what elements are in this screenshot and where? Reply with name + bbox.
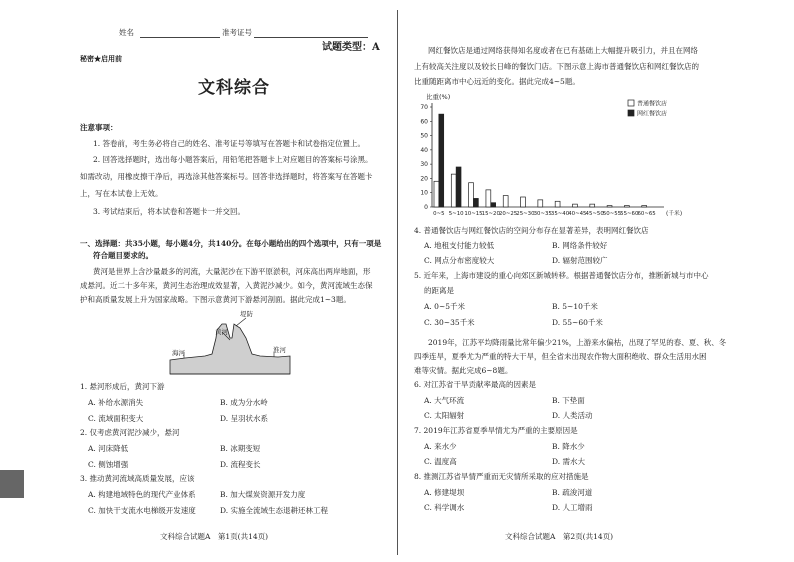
suspended-river-profile-figure	[160, 308, 300, 378]
passage1-line2: 成悬河。近二十多年来，黄河生态治理成效显著，入黄泥沙减少。如今，黄河流域生态保	[80, 281, 373, 290]
notice-item-3: 3. 考试结束后，将本试卷和答题卡一并交回。	[93, 207, 246, 216]
bar-ordinary	[434, 181, 439, 207]
q1-option-c[interactable]: C. 流域面积变大	[88, 414, 144, 423]
q4-stem: 4. 普通餐饮店与网红餐饮店的空间分布存在显著差异，表明网红餐饮店	[414, 226, 649, 235]
binding-margin-tab	[0, 470, 24, 498]
bar-ordinary	[503, 196, 508, 207]
test-type-label: 试题类型：A	[322, 42, 380, 53]
q7-option-b[interactable]: B. 降水少	[552, 442, 585, 451]
q5-option-b[interactable]: B. 5~10千米	[552, 302, 598, 311]
bar-ordinary	[573, 204, 578, 207]
legend-swatch	[628, 110, 634, 116]
q8-stem: 8. 推测江苏省旱情严重而无灾情所采取的应对措施是	[414, 472, 589, 481]
q1-stem: 1. 悬河形成后，黄河下游	[80, 382, 165, 391]
q8-option-a[interactable]: A. 修建堤坝	[424, 488, 465, 497]
q2-option-b[interactable]: B. 冰期变短	[220, 444, 261, 453]
passage2-line2: 上有较高关注度以及较长日峰的餐饮门店。下图示意上海市普通餐饮店和网红餐饮店的	[414, 62, 699, 71]
legend-swatch	[628, 100, 634, 106]
q7-option-c[interactable]: C. 温度高	[424, 457, 457, 466]
passage3-line1: 2019年，江苏平均降雨量比常年偏少21%，上游来水偏枯，出现了罕见的春、夏、秋、冬	[428, 338, 727, 347]
q7-option-a[interactable]: A. 来水少	[424, 442, 457, 451]
q5-option-d[interactable]: D. 55~60千米	[552, 318, 603, 327]
huaihe-label: 淮河	[273, 346, 286, 354]
notice-item-2b: 如需改动，用橡皮擦干净后，再选涂其他答案标号。回答非选择题时，将答案写在答题卡	[80, 172, 373, 181]
q5-option-c[interactable]: C. 30~35千米	[424, 318, 475, 327]
q1-option-b[interactable]: B. 成为分水岭	[220, 398, 268, 407]
x-tick-label: 5~10	[448, 211, 464, 217]
q2-stem: 2. 仅考虑黄河泥沙减少，悬河	[80, 428, 180, 437]
q4-option-d[interactable]: D. 辐射范围较广	[552, 256, 608, 265]
x-tick-label: 45~50	[585, 211, 604, 217]
y-tick-label: 10	[420, 189, 428, 197]
passage2-line1: 网红餐饮店是通过网络获得知名度或者在已有基础上大幅提升吸引力，并且在网络	[428, 46, 698, 55]
q1-option-a[interactable]: A. 补给水源消失	[88, 398, 144, 407]
y-tick-label: 70	[420, 104, 428, 111]
bar-influencer	[439, 114, 444, 207]
section1-heading-b: 符合题目要求的。	[93, 251, 153, 260]
section1-heading-a: 一、选择题：共35小题，每小题4分，共140分。在每小题给出的四个选项中，只有一项是	[80, 239, 382, 248]
q2-option-c[interactable]: C. 侧蚀增强	[88, 460, 129, 469]
x-tick-label: 15~20	[481, 211, 500, 217]
y-tick-label: 20	[420, 175, 428, 183]
bar-influencer	[456, 167, 461, 207]
q6-option-d[interactable]: D. 人类活动	[552, 411, 593, 420]
q4-option-b[interactable]: B. 网络条件较好	[552, 241, 608, 250]
q4-option-a[interactable]: A. 地租支付能力较低	[424, 241, 495, 250]
bar-ordinary	[642, 206, 647, 207]
q5-stem-line2: 的距离是	[424, 286, 454, 295]
q7-stem: 7. 2019年江苏省夏季旱情尤为严重的主要原因是	[414, 426, 578, 435]
y-tick-label: 60	[420, 118, 428, 126]
q3-stem: 3. 推动黄河流域高质量发展，应该	[80, 474, 195, 483]
passage1-line3: 护和高质量发展上升为国家战略。下图示意黄河下游悬河剖面。据此完成1~3题。	[80, 295, 351, 304]
x-tick-label: 50~55	[602, 211, 622, 217]
q7-option-d[interactable]: D. 需水大	[552, 457, 586, 466]
x-tick-label: 30~35	[533, 211, 552, 217]
x-axis-label: (千米)	[666, 211, 683, 217]
q4-option-c[interactable]: C. 网点分布密度较大	[424, 256, 495, 265]
q5-option-a[interactable]: A. 0~5千米	[424, 302, 466, 311]
x-tick-label: 10~15	[464, 211, 483, 217]
bar-influencer	[491, 203, 496, 207]
q3-option-b[interactable]: B. 加大煤炭资源开发力度	[220, 490, 306, 499]
q8-option-d[interactable]: D. 人工增雨	[552, 503, 593, 512]
footer-right: 文科综合试题A 第2页(共14页)	[505, 532, 614, 541]
q3-option-d[interactable]: D. 实施全流域生态退耕还林工程	[220, 506, 329, 515]
q3-option-a[interactable]: A. 构建地域特色的现代产业体系	[88, 490, 196, 499]
x-tick-label: 35~40	[550, 211, 570, 217]
name-label: 姓名	[119, 28, 134, 37]
name-field-line[interactable]	[140, 37, 220, 38]
x-tick-label: 55~60	[620, 211, 639, 217]
notice-item-2a: 2. 回答选择题时，选出每小题答案后，用铅笔把答题卡上对应题目的答案标号涂黑。	[93, 155, 373, 164]
legend-label: 普通餐饮店	[637, 100, 668, 108]
y-axis-label: 比重(%)	[426, 93, 451, 101]
x-tick-label: 0~5	[433, 211, 445, 217]
restaurant-share-chart	[410, 92, 710, 222]
q6-option-b[interactable]: B. 下垫面	[552, 396, 585, 405]
page-divider	[397, 10, 398, 555]
bar-ordinary	[555, 201, 560, 207]
bar-ordinary	[607, 206, 612, 207]
bar-influencer	[473, 198, 478, 207]
passage1-line1: 黄河是世界上含沙量最多的河流，大量泥沙在下游平原淤积，河床高出两岸地面，形	[93, 267, 371, 276]
q5-stem-line1: 5. 近年来，上海市建设的重心向郊区新城转移。根据普通餐饮店分布，推断新城与市中心	[414, 271, 709, 280]
q8-option-b[interactable]: B. 疏浚河道	[552, 488, 593, 497]
footer-left: 文科综合试题A 第1页(共14页)	[160, 532, 269, 541]
passage3-line2: 四季连旱，夏季尤为严重的特大干旱，但全省未出现农作物大面积绝收、群众生活用水困	[414, 352, 707, 361]
bar-ordinary	[521, 197, 526, 207]
q6-stem: 6. 对江苏省干旱贡献率最高的因素是	[414, 380, 537, 389]
x-tick-label: 40~45	[568, 211, 587, 217]
y-tick-label: 40	[420, 146, 428, 154]
notice-item-2c: 上，写在本试卷上无效。	[80, 189, 163, 198]
notice-item-1: 1. 答卷前，考生务必将自己的姓名、准考证号等填写在答题卡和试卷指定位置上。	[93, 139, 366, 148]
y-tick-label: 30	[420, 161, 428, 169]
dike-label: 堤防	[240, 310, 253, 318]
passage2-line3: 比重随距离市中心远近的变化。据此完成4~5题。	[414, 77, 580, 86]
haihe-label: 海河	[172, 349, 185, 357]
q6-option-a[interactable]: A. 大气环流	[424, 396, 465, 405]
q6-option-c[interactable]: C. 太阳辐射	[424, 411, 465, 420]
bar-ordinary	[486, 190, 491, 207]
q8-option-c[interactable]: C. 科学调水	[424, 503, 465, 512]
exam-number-label: 准考证号	[222, 28, 252, 37]
bar-ordinary	[469, 183, 474, 207]
bar-ordinary	[624, 206, 629, 207]
y-tick-label: 50	[420, 132, 428, 140]
exam-number-field-line[interactable]	[254, 37, 368, 38]
x-tick-label: 60~65	[637, 211, 656, 217]
secret-label: 秘密★启用前	[80, 54, 122, 63]
huanghe-label: 黄河	[215, 328, 228, 336]
legend-label: 网红餐饮店	[637, 110, 668, 118]
q2-option-d[interactable]: D. 流程变长	[220, 460, 261, 469]
notice-heading: 注意事项：	[80, 123, 118, 132]
q3-option-c[interactable]: C. 加快干支流水电梯级开发速度	[88, 506, 196, 515]
q2-option-a[interactable]: A. 河床降低	[88, 444, 129, 453]
bar-ordinary	[590, 204, 595, 207]
page-title: 文科综合	[198, 78, 270, 98]
bar-ordinary	[538, 200, 543, 207]
q1-option-d[interactable]: D. 呈羽状水系	[220, 414, 269, 423]
bar-ordinary	[451, 174, 456, 207]
x-tick-label: 20~25	[498, 211, 518, 217]
passage3-line3: 难等灾情。据此完成6~8题。	[414, 366, 513, 375]
y-tick-label: 0	[424, 204, 428, 211]
x-tick-label: 25~30	[516, 211, 535, 217]
